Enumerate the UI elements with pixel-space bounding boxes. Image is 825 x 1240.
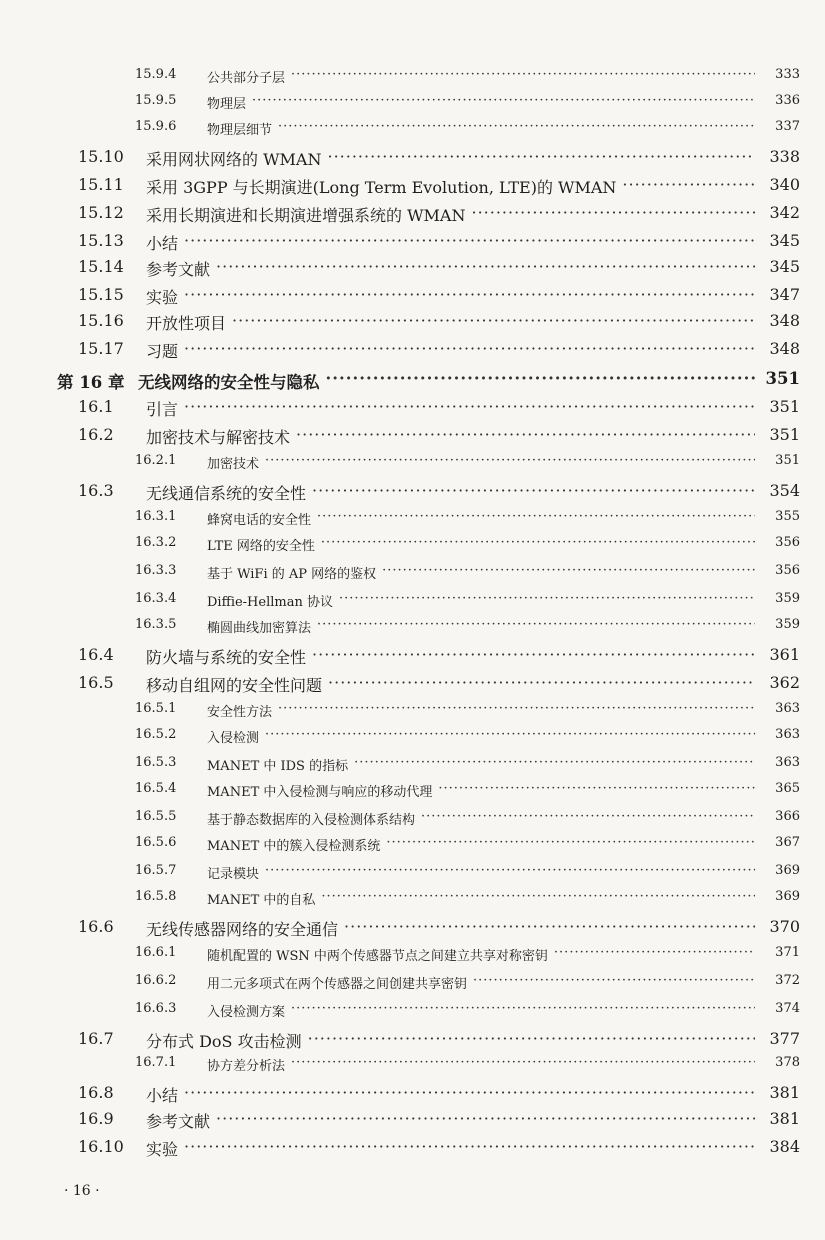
dot-leader	[252, 93, 755, 108]
toc-entry-page: 340	[769, 175, 800, 194]
toc-entry-number: 16.6.2	[135, 973, 177, 988]
toc-entry-page: 363	[775, 701, 800, 716]
toc-entry-number: 16.3.1	[135, 509, 177, 524]
toc-entry-title: 用二元多项式在两个传感器之间创建共享密钥	[207, 977, 468, 992]
toc-entry	[0, 119, 825, 143]
toc-entry-number: 16.5.8	[135, 889, 177, 904]
toc-entry	[0, 147, 825, 171]
toc-entry	[0, 203, 825, 227]
toc-entry-page: 372	[775, 973, 800, 988]
dot-leader	[326, 369, 756, 388]
dot-leader	[184, 339, 755, 358]
dot-leader	[308, 1029, 755, 1048]
dot-leader	[312, 481, 755, 500]
toc-entry	[0, 175, 825, 199]
toc-entry-page: 356	[775, 563, 800, 578]
toc-entry-number: 16.3.2	[135, 535, 177, 550]
dot-leader	[622, 175, 755, 194]
toc-entry-page: 362	[769, 673, 800, 692]
toc-entry-title: MANET 中入侵检测与响应的移动代理	[207, 785, 433, 800]
dot-leader	[328, 673, 755, 692]
dot-leader	[554, 945, 755, 960]
dot-leader	[317, 509, 755, 524]
toc-entry-page: 363	[775, 727, 800, 742]
toc-entry	[0, 67, 825, 91]
toc-entry-page: 333	[775, 67, 800, 82]
toc-entry	[0, 1109, 825, 1133]
toc-entry	[0, 727, 825, 751]
toc-entry-title: 无线网络的安全性与隐私	[138, 373, 320, 392]
toc-entry	[0, 93, 825, 117]
toc-entry-title: 基于 WiFi 的 AP 网络的鉴权	[207, 567, 377, 582]
toc-entry-page: 377	[769, 1029, 800, 1048]
toc-entry	[0, 1029, 825, 1053]
toc-entry-page: 378	[775, 1055, 800, 1070]
toc-entry-page: 381	[769, 1083, 800, 1102]
toc-entry-title: 防火墙与系统的安全性	[146, 648, 307, 667]
toc-entry-number: 16.6.3	[135, 1001, 177, 1016]
toc-entry	[0, 369, 825, 393]
toc-entry	[0, 809, 825, 833]
dot-leader	[386, 835, 755, 850]
toc-entry-title: MANET 中的簇入侵检测系统	[207, 839, 381, 854]
dot-leader	[265, 863, 755, 878]
toc-entry-number: 16.6	[78, 917, 114, 936]
toc-entry-title: 记录模块	[207, 867, 260, 882]
toc-entry-page: 365	[775, 781, 800, 796]
toc-entry	[0, 1137, 825, 1161]
toc-entry-title: 协方差分析法	[207, 1059, 286, 1074]
toc-entry-title: 安全性方法	[207, 705, 273, 720]
toc-entry-number: 16.5.5	[135, 809, 177, 824]
toc-entry-page: 338	[769, 147, 800, 166]
toc-entry-page: 348	[769, 311, 800, 330]
toc-entry	[0, 917, 825, 941]
toc-entry	[0, 509, 825, 533]
toc-entry-number: 16.5.2	[135, 727, 177, 742]
toc-entry-title: 参考文献	[146, 1112, 211, 1131]
toc-entry-title: 物理层	[207, 97, 247, 112]
toc-entry-title: 移动自组网的安全性问题	[146, 676, 323, 695]
toc-entry-number: 16.5.6	[135, 835, 177, 850]
dot-leader	[296, 425, 755, 444]
toc-entry	[0, 755, 825, 779]
toc-entry-title: 无线通信系统的安全性	[146, 484, 307, 503]
toc-entry	[0, 285, 825, 309]
toc-entry-number: 15.13	[78, 231, 124, 250]
toc-entry-number: 15.11	[78, 175, 124, 194]
toc-entry-number: 16.3.3	[135, 563, 177, 578]
toc-entry-number: 16.3.5	[135, 617, 177, 632]
toc-entry-title: 分布式 DoS 攻击检测	[146, 1032, 302, 1051]
toc-entry-page: 347	[769, 285, 800, 304]
dot-leader	[321, 889, 755, 904]
toc-entry-number: 16.10	[78, 1137, 124, 1156]
toc-entry	[0, 645, 825, 669]
toc-entry-title: Diffie-Hellman 协议	[207, 595, 333, 610]
toc-entry-number: 15.12	[78, 203, 124, 222]
toc-entry	[0, 973, 825, 997]
toc-entry	[0, 231, 825, 255]
toc-entry	[0, 617, 825, 641]
toc-entry-title: 小结	[146, 1086, 179, 1105]
toc-entry	[0, 673, 825, 697]
toc-entry	[0, 591, 825, 615]
toc-entry-number: 15.9.6	[135, 119, 177, 134]
toc-entry-title: MANET 中 IDS 的指标	[207, 759, 349, 774]
dot-leader	[317, 617, 755, 632]
toc-entry-page: 361	[769, 645, 800, 664]
toc-entry-page: 359	[775, 617, 800, 632]
toc-entry-page: 370	[769, 917, 800, 936]
toc-entry-number: 16.7	[78, 1029, 114, 1048]
toc-entry-title: 习题	[146, 342, 179, 361]
dot-leader	[184, 1083, 755, 1102]
dot-leader	[184, 397, 755, 416]
toc-entry	[0, 257, 825, 281]
toc-entry-page: 359	[775, 591, 800, 606]
toc-entry-title: 引言	[146, 400, 179, 419]
toc-entry-number: 15.14	[78, 257, 124, 276]
toc-entry	[0, 781, 825, 805]
toc-entry-page: 337	[775, 119, 800, 134]
toc-entry-page: 369	[775, 889, 800, 904]
dot-leader	[421, 809, 755, 824]
toc-entry-page: 381	[769, 1109, 800, 1128]
toc-entry-number: 16.5.3	[135, 755, 177, 770]
toc-entry-title: 开放性项目	[146, 314, 227, 333]
toc-entry	[0, 453, 825, 477]
dot-leader	[344, 917, 755, 936]
toc-entry-title: MANET 中的自私	[207, 893, 316, 908]
dot-leader	[354, 755, 755, 770]
dot-leader	[438, 781, 755, 796]
toc-entry-title: 加密技术与解密技术	[146, 428, 291, 447]
toc-entry-number: 16.9	[78, 1109, 114, 1128]
toc-entry	[0, 863, 825, 887]
toc-entry-page: 363	[775, 755, 800, 770]
toc-entry	[0, 481, 825, 505]
toc-entry	[0, 397, 825, 421]
toc-entry-page: 342	[769, 203, 800, 222]
toc-entry	[0, 1001, 825, 1025]
toc-entry	[0, 563, 825, 587]
toc-entry-title: 实验	[146, 1140, 179, 1159]
dot-leader	[291, 1055, 755, 1070]
toc-entry	[0, 889, 825, 913]
toc-entry-number: 16.2	[78, 425, 114, 444]
toc-entry-title: 入侵检测	[207, 731, 260, 746]
toc-entry-title: 公共部分子层	[207, 71, 286, 86]
toc-entry	[0, 535, 825, 559]
toc-entry-number: 15.17	[78, 339, 124, 358]
dot-leader	[339, 591, 755, 606]
dot-leader	[265, 453, 755, 468]
toc-entry-page: 356	[775, 535, 800, 550]
toc-entry-title: 椭圆曲线加密算法	[207, 621, 312, 636]
toc-entry-title: 参考文献	[146, 260, 211, 279]
dot-leader	[184, 285, 755, 304]
toc-entry-number: 16.6.1	[135, 945, 177, 960]
toc-entry-number: 15.10	[78, 147, 124, 166]
toc-entry-number: 16.5.4	[135, 781, 177, 796]
toc-entry-page: 369	[775, 863, 800, 878]
toc-entry-title: 蜂窝电话的安全性	[207, 513, 312, 528]
toc-entry-page: 351	[765, 369, 800, 388]
dot-leader	[321, 535, 755, 550]
toc-entry-title: LTE 网络的安全性	[207, 539, 315, 554]
toc-entry-page: 366	[775, 809, 800, 824]
toc-entry	[0, 835, 825, 859]
toc-entry-number: 15.9.4	[135, 67, 177, 82]
toc-entry-title: 采用长期演进和长期演进增强系统的 WMAN	[146, 206, 466, 225]
dot-leader	[382, 563, 755, 578]
dot-leader	[473, 973, 755, 988]
toc-entry-number: 15.9.5	[135, 93, 177, 108]
toc-entry-title: 小结	[146, 234, 179, 253]
toc-entry-page: 355	[775, 509, 800, 524]
dot-leader	[327, 147, 755, 166]
toc-entry	[0, 701, 825, 725]
dot-leader	[184, 1137, 755, 1156]
toc-entry-number: 16.3.4	[135, 591, 177, 606]
toc-entry	[0, 339, 825, 363]
toc-entry-title: 入侵检测方案	[207, 1005, 286, 1020]
dot-leader	[278, 119, 755, 134]
page-number-folio: · 16 ·	[64, 1183, 100, 1199]
toc-entry-page: 384	[769, 1137, 800, 1156]
toc-entry-number: 15.16	[78, 311, 124, 330]
toc-entry	[0, 1083, 825, 1107]
toc-entry-title: 无线传感器网络的安全通信	[146, 920, 339, 939]
toc-entry	[0, 1055, 825, 1079]
toc-entry-number: 16.1	[78, 397, 114, 416]
toc-entry-page: 351	[769, 425, 800, 444]
dot-leader	[216, 1109, 755, 1128]
toc-entry-title: 实验	[146, 288, 179, 307]
dot-leader	[232, 311, 755, 330]
toc-entry-page: 348	[769, 339, 800, 358]
toc-entry-page: 345	[769, 257, 800, 276]
toc-entry-title: 基于静态数据库的入侵检测体系结构	[207, 813, 416, 828]
toc-entry	[0, 425, 825, 449]
dot-leader	[265, 727, 755, 742]
toc-entry	[0, 945, 825, 969]
toc-entry-page: 374	[775, 1001, 800, 1016]
toc-entry-number: 15.15	[78, 285, 124, 304]
dot-leader	[291, 1001, 755, 1016]
toc-entry-page: 336	[775, 93, 800, 108]
toc-entry-number: 16.4	[78, 645, 114, 664]
dot-leader	[471, 203, 755, 222]
toc-entry-number: 16.8	[78, 1083, 114, 1102]
toc-entry-title: 物理层细节	[207, 123, 273, 138]
toc-entry-number: 16.5.1	[135, 701, 177, 716]
toc-entry-title: 加密技术	[207, 457, 260, 472]
toc-entry	[0, 311, 825, 335]
toc-entry-page: 351	[769, 397, 800, 416]
toc-entry-page: 367	[775, 835, 800, 850]
dot-leader	[312, 645, 755, 664]
toc-entry-title: 采用网状网络的 WMAN	[146, 150, 322, 169]
toc-entry-number: 16.5	[78, 673, 114, 692]
toc-entry-page: 345	[769, 231, 800, 250]
toc-entry-title: 采用 3GPP 与长期演进(Long Term Evolution, LTE)的 WMAN	[146, 178, 617, 197]
toc-entry-page: 354	[769, 481, 800, 500]
toc-entry-page: 371	[775, 945, 800, 960]
toc-entry-title: 随机配置的 WSN 中两个传感器节点之间建立共享对称密钥	[207, 949, 548, 964]
toc-entry-number: 第 16 章	[57, 373, 125, 392]
toc-entry-number: 16.5.7	[135, 863, 177, 878]
dot-leader	[216, 257, 755, 276]
dot-leader	[278, 701, 755, 716]
toc-entry-number: 16.2.1	[135, 453, 177, 468]
dot-leader	[184, 231, 755, 250]
toc-entry-page: 351	[775, 453, 800, 468]
dot-leader	[291, 67, 755, 82]
toc-entry-number: 16.7.1	[135, 1055, 177, 1070]
toc-entry-number: 16.3	[78, 481, 114, 500]
